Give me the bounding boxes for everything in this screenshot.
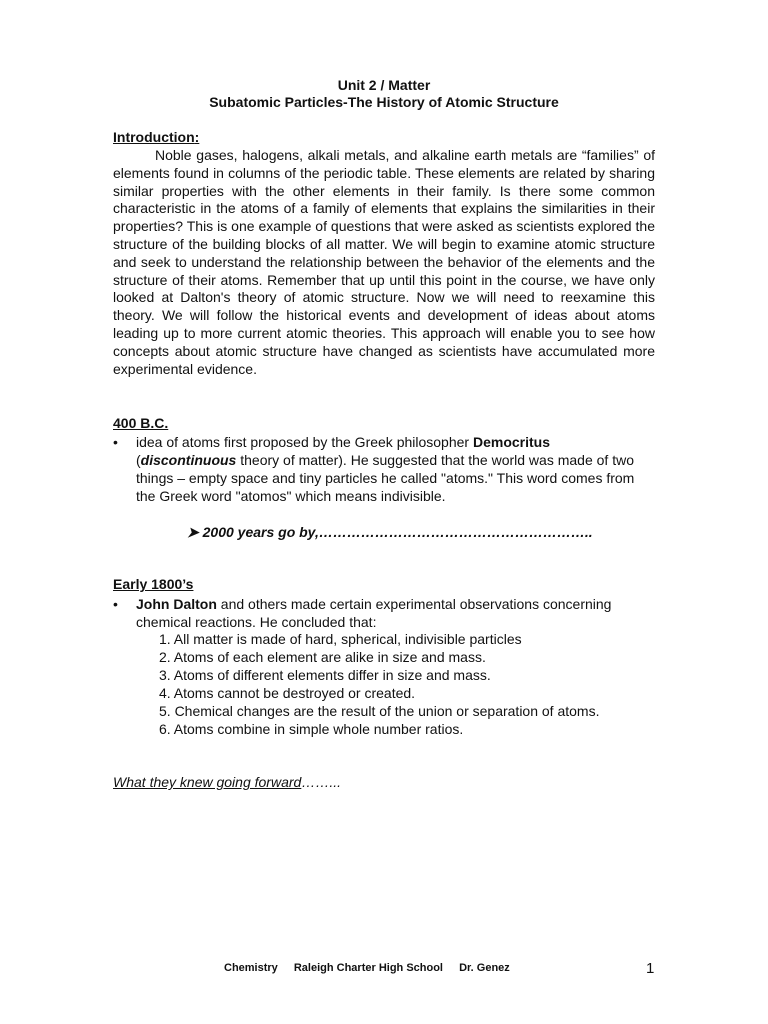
- what-they-knew-text: What they knew going forward: [113, 774, 302, 790]
- democritus-name: Democritus: [472, 434, 550, 450]
- list-item: 2. Atoms of each element are alike in size and mass.: [159, 648, 486, 665]
- introduction-heading-text: Introduction: [113, 129, 195, 145]
- democritus-text-after: theory of matter). He suggested that the world was made of two things – empty space and tiny particles he called "atoms." This word comes from the Greek word "atomos" which means indivisible.: [136, 452, 635, 504]
- footer-teacher: Dr. Genez: [459, 962, 510, 974]
- footer-school: Raleigh Charter High School: [293, 962, 443, 974]
- what-they-knew-dots: ……...: [301, 774, 341, 790]
- bullet-point-icon: •: [113, 596, 118, 612]
- bullet-dalton-text: [136, 595, 636, 631]
- section-1800s-heading: Early 1800’s: [113, 576, 194, 592]
- list-item: 1. All matter is made of hard, spherical, indivisible particles: [159, 631, 522, 647]
- discontinuous-term: discontinuous: [140, 452, 237, 468]
- introduction-paragraph-text: Noble gases, halogens, alkali metals, and alkaline earth metals are “families” of elements found in columns of the periodic table. These elements are related by sharing similar properties with the other elements in their family. Is there some common characteristic in the atoms of a family of elements that explains the similarities in their properties? This is one example of questions that were asked as scientists explored the structure of the building blocks of all matter. We will begin to examine atomic structure and seek to understand the relationship between the behavior of the elements and the structure of their atoms. Remember that up until this point in the course, we have only looked at Dalton's theory of atomic structure. Now we will need to reexamine this theory. We will follow the historical events and development of ideas about atoms leading up to more current atomic theories. This approach will enable you to see how concepts about atomic structure have changed as scientists have accumulated more experimental evidence.: [113, 147, 655, 377]
- transition-line: [187, 524, 593, 541]
- list-item: 3. Atoms of different elements differ in size and mass.: [159, 666, 491, 683]
- introduction-heading-colon: :: [194, 129, 200, 145]
- section-400bc-heading: 400 B.C.: [113, 415, 169, 431]
- list-item: 4. Atoms cannot be destroyed or created.: [159, 684, 416, 701]
- what-they-knew-line: [113, 774, 341, 790]
- page-footer: [224, 962, 523, 974]
- footer-course: Chemistry: [224, 962, 278, 974]
- introduction-heading: [113, 129, 199, 145]
- democritus-paren: (: [136, 452, 141, 468]
- bullet-point-icon: •: [113, 434, 118, 450]
- document-subtitle: Subatomic Particles-The History of Atomic Structure: [209, 94, 559, 110]
- dalton-conclusions-list: [159, 631, 599, 738]
- list-item: 5. Chemical changes are the result of the union or separation of atoms.: [159, 702, 600, 719]
- transition-text: 2000 years go by,…………………………………………………..: [198, 524, 593, 540]
- bullet-democritus-text: [136, 433, 636, 505]
- unit-title: Unit 2 / Matter: [337, 77, 431, 93]
- page-number: 1: [646, 960, 655, 977]
- democritus-text-before: idea of atoms first proposed by the Greek philosopher: [136, 434, 473, 450]
- dalton-name: John Dalton: [136, 596, 217, 612]
- arrow-bullet-icon: ➤: [187, 524, 199, 540]
- list-item: 6. Atoms combine in simple whole number ratios.: [159, 720, 464, 737]
- dalton-text: and others made certain experimental observations concerning chemical reactions. He concluded that:: [136, 596, 612, 630]
- introduction-paragraph: [113, 147, 655, 378]
